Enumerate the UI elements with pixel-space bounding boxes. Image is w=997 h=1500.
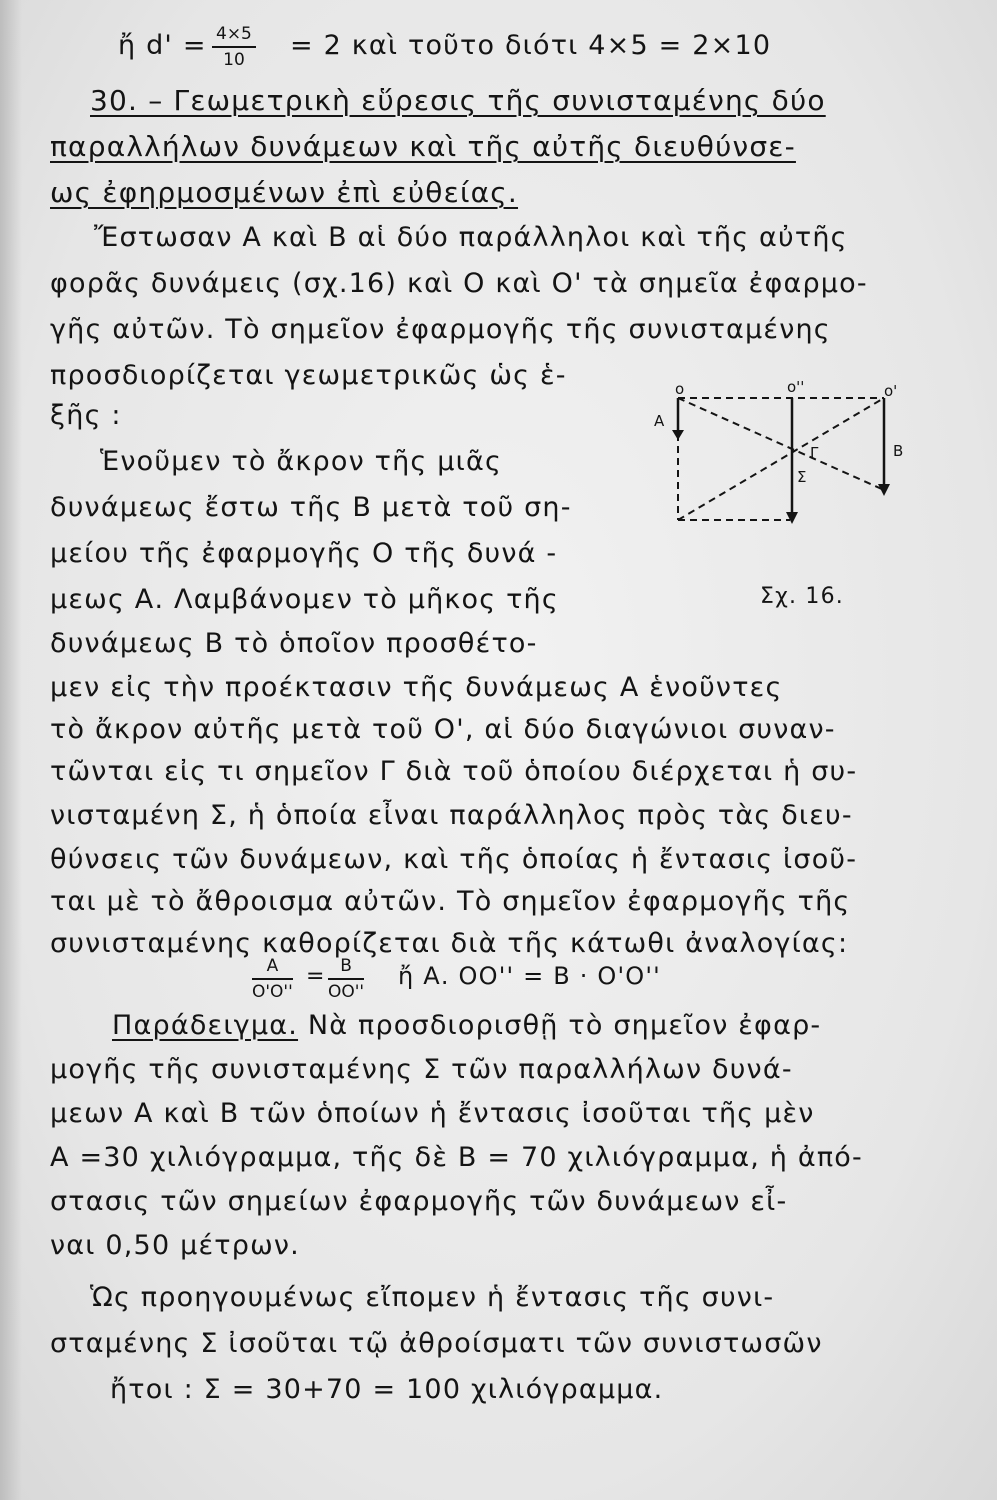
text-line: Ἔστωσαν Α καὶ Β αἱ δύο παράλληλοι καὶ τῆς αὐτῆς — [94, 222, 848, 253]
figure-caption: Σχ. 16. — [760, 584, 844, 609]
formula-prefix: ἤ d' = — [118, 30, 207, 61]
label-resultant-sigma: Σ — [797, 468, 807, 486]
text-line: ναι 0,50 μέτρων. — [50, 1230, 300, 1261]
text-line: δυνάμεως ἔστω τῆς Β μετὰ τοῦ ση- — [50, 492, 572, 523]
fraction-numerator: Α — [252, 956, 293, 980]
label-force-a: Α — [654, 412, 665, 430]
text-line: μεων Α καὶ Β τῶν ὁποίων ἡ ἔντασις ἰσοῦται τῆς μὲν — [50, 1098, 815, 1129]
example-line — [112, 1010, 821, 1041]
text-line: συνισταμένης καθορίζεται διὰ τῆς κάτωθι ἀναλογίας: — [50, 928, 849, 959]
example-text: Νὰ προσδιορισθῇ τὸ σημεῖον ἐφαρ- — [298, 1010, 822, 1041]
text-line: Α =30 χιλιόγραμμα, τῆς δὲ Β = 70 χιλιόγραμμα, ἡ ἀπό- — [50, 1142, 863, 1173]
diagonal-line — [678, 398, 884, 490]
fraction-intro — [212, 24, 256, 70]
force-diagram — [640, 378, 910, 538]
formula-line — [118, 30, 207, 61]
text-line: φορᾶς δυνάμεις (σχ.16) καὶ Ο καὶ Ο' τὰ σημεῖα ἐφαρμο- — [50, 268, 868, 299]
section-heading-3: ως ἐφηρμοσμένων ἐπὶ εὐθείας. — [50, 176, 519, 209]
proportion-rest: ἤ Α. ΟΟ'' = Β · Ο'Ο'' — [398, 962, 661, 990]
fraction-numerator: 4×5 — [212, 24, 256, 48]
force-a-arrowhead — [672, 430, 684, 440]
text-line: νισταμένη Σ, ἡ ὁποία εἶναι παράλληλος πρὸς τὰς διευ- — [50, 800, 853, 831]
text-line: μείου τῆς ἐφαρμογῆς Ο τῆς δυνά - — [50, 538, 558, 569]
text-line: τῶνται εἰς τι σημεῖον Γ διὰ τοῦ ὁποίου διέρχεται ἡ συ- — [50, 756, 858, 787]
section-heading-1: 30. – Γεωμετρικὴ εὕρεσις τῆς συνισταμένης δύο — [90, 84, 826, 117]
equals-sign: = — [306, 964, 326, 989]
section-heading-2: παραλλήλων δυνάμεων καὶ τῆς αὐτῆς διευθύνσε- — [50, 130, 796, 163]
fraction-a — [252, 956, 293, 1002]
text-line: θύνσεις τῶν δυνάμεων, καὶ τῆς ὁποίας ἡ ἔντασις ἰσοῦ- — [50, 844, 858, 875]
label-point-o2: ο'' — [787, 378, 805, 396]
text-line: μογῆς τῆς συνισταμένης Σ τῶν παραλλήλων δυνά- — [50, 1054, 793, 1085]
resultant-arrowhead — [786, 512, 798, 524]
text-line: Ὡς προηγουμένως εἴπομεν ἡ ἔντασις τῆς συνι- — [90, 1282, 775, 1313]
text-line: γῆς αὐτῶν. Τὸ σημεῖον ἐφαρμογῆς τῆς συνισταμένης — [50, 314, 831, 345]
text-line: στασις τῶν σημείων ἐφαρμογῆς τῶν δυνάμεων εἶ- — [50, 1186, 788, 1217]
text-line: δυνάμεως Β τὸ ὁποῖον προσθέτο- — [50, 628, 538, 659]
label-force-b: Β — [893, 442, 904, 460]
fraction-b — [328, 956, 364, 1002]
text-line: μεως Α. Λαμβάνομεν τὸ μῆκος τῆς — [50, 584, 559, 615]
text-line: προσδιορίζεται γεωμετρικῶς ὡς ἑ- — [50, 360, 567, 391]
force-b-arrowhead — [878, 484, 890, 496]
label-point-o: ο — [675, 380, 685, 398]
text-line: μεν εἰς τὴν προέκτασιν τῆς δυνάμεως Α ἑνοῦντες — [50, 672, 783, 703]
fraction-denominator: Ο'Ο'' — [252, 982, 293, 1002]
fraction-denominator: ΟΟ'' — [328, 982, 365, 1002]
fraction-numerator: Β — [328, 956, 364, 980]
result-line: ἤτοι : Σ = 30+70 = 100 χιλιόγραμμα. — [110, 1374, 664, 1405]
label-point-o1: ο' — [884, 382, 898, 400]
label-point-gamma: Γ — [810, 444, 819, 462]
diagonal-line — [678, 398, 884, 520]
text-line: Ἑνοῦμεν τὸ ἄκρον τῆς μιᾶς — [100, 446, 503, 477]
text-line: ξῆς : — [50, 400, 122, 431]
formula-rest: = 2 καὶ τοῦτο διότι 4×5 = 2×10 — [290, 30, 772, 61]
example-label: Παράδειγμα. — [112, 1010, 299, 1041]
page-edge-shadow — [0, 0, 22, 1500]
text-line: σταμένης Σ ἰσοῦται τῷ ἀθροίσματι τῶν συνιστωσῶν — [50, 1328, 823, 1359]
text-line: τὸ ἄκρον αὐτῆς μετὰ τοῦ Ο', αἱ δύο διαγώνιοι συναν- — [50, 714, 836, 745]
text-line: ται μὲ τὸ ἄθροισμα αὐτῶν. Τὸ σημεῖον ἐφαρμογῆς τῆς — [50, 886, 851, 917]
fraction-denominator: 10 — [223, 50, 245, 70]
